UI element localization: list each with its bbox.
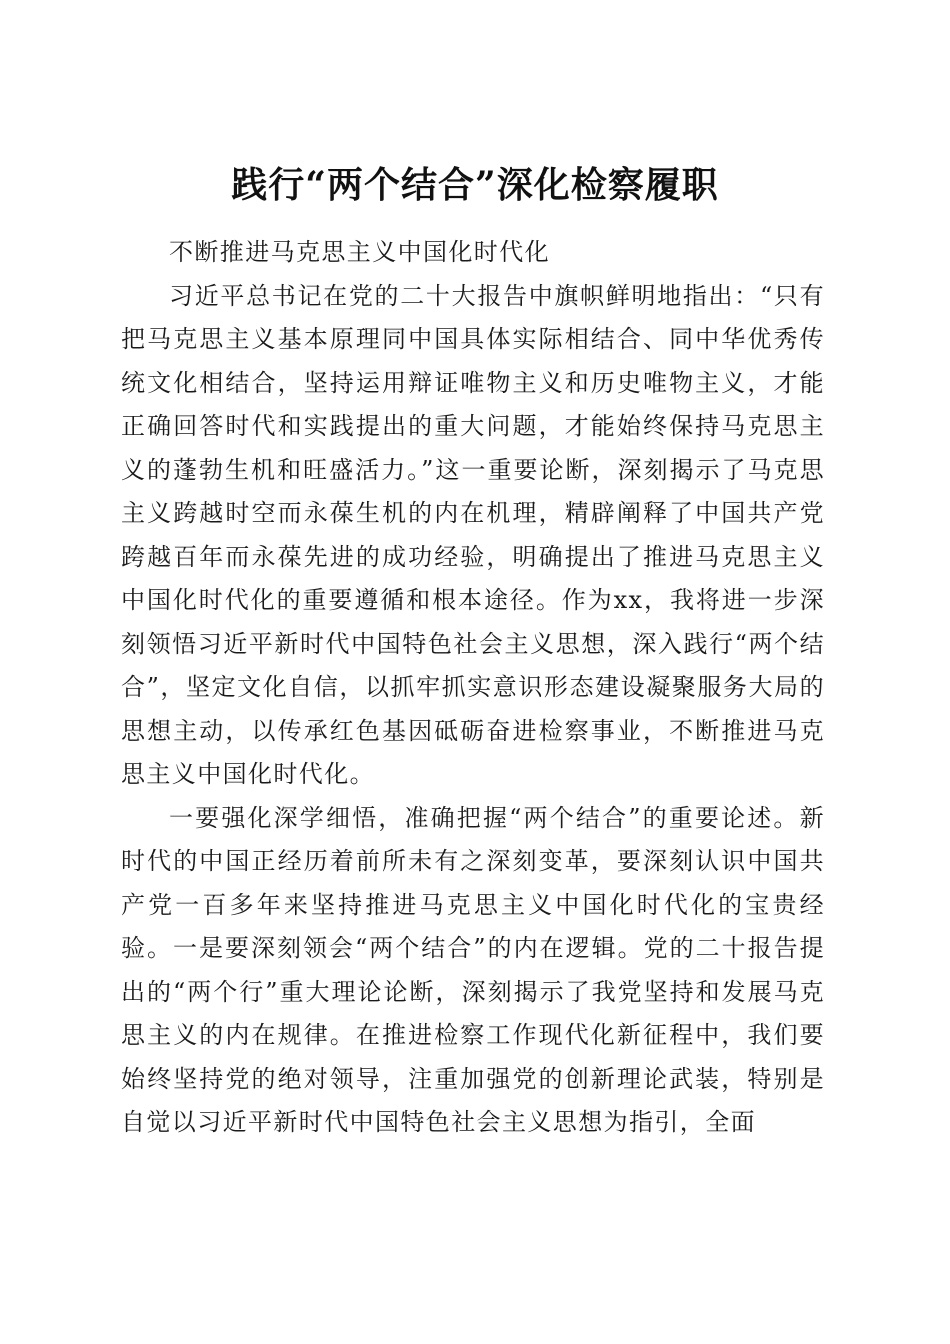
paragraph-intro: 习近平总书记在党的二十大报告中旗帜鲜明地指出：“只有把马克思主义基本原理同中国具体实际相结合、同中华优秀传统文化相结合，坚持运用辩证唯物主义和历史唯物主义，才能正确回答时代和实践提出的重大问题，才能始终保持马克思主义的蓬勃生机和旺盛活力。”这一重要论断，深刻揭示了马克思主义跨越时空而永葆生机的内在机理，精辟阐释了中国共产党跨越百年而永葆先进的成功经验，明确提出了推进马克思主义中国化时代化的重要遵循和根本途径。作为xx，我将进一步深刻领悟习近平新时代中国特色社会主义思想，深入践行“两个结合”，坚定文化自信，以抓牢抓实意识形态建设凝聚服务大局的思想主动，以传承红色基因砥砺奋进检察事业，不断推进马克思主义中国化时代化。 bbox=[121, 281, 825, 788]
paragraph-subheading: 不断推进马克思主义中国化时代化 bbox=[169, 238, 550, 266]
paragraph-point-one: 一要强化深学细悟，准确把握“两个结合”的重要论述。新时代的中国正经历着前所未有之深刻变革，要深刻认识中国共产党一百多年来坚持推进马克思主义中国化时代化的宝贵经验。一是要深刻领会“两个结合”的内在逻辑。党的二十报告提出的“两个行”重大理论论断，深刻揭示了我党坚持和发展马克思主义的内在规律。在推进检察工作现代化新征程中，我们要始终坚持党的绝对领导，注重加强党的创新理论武装，特别是自觉以习近平新时代中国特色社会主义思想为指引，全面 bbox=[121, 803, 825, 1136]
document-title: 践行“两个结合”深化检察履职 bbox=[231, 164, 719, 207]
document-body bbox=[121, 231, 825, 1145]
